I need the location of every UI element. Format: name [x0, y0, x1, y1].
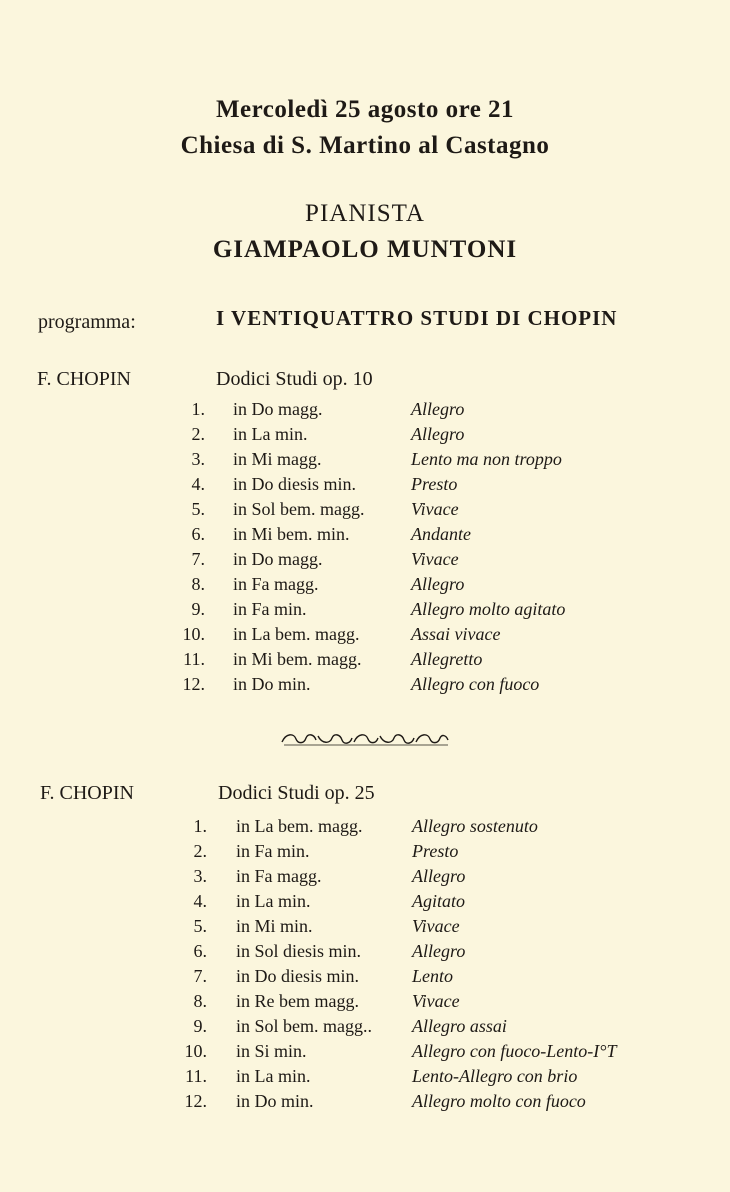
etude-tempo: Allegro con fuoco-Lento-I°T [412, 1041, 617, 1061]
etude-tempo: Allegro [411, 399, 465, 419]
etude-tempo: Presto [412, 841, 459, 861]
etude-row [0, 816, 730, 841]
etude-row [0, 624, 730, 649]
etude-key: in Re bem magg. [236, 991, 359, 1011]
etude-number: 9. [191, 599, 205, 619]
etude-row [0, 649, 730, 674]
etude-key: in Do diesis min. [236, 966, 360, 986]
flourish-icon [280, 730, 450, 748]
event-venue: Chiesa di S. Martino al Castagno [180, 132, 550, 159]
etude-row [0, 1016, 730, 1041]
etude-tempo: Allegretto [411, 649, 483, 669]
etude-row [0, 991, 730, 1016]
etude-tempo: Vivace [412, 991, 460, 1011]
etude-key: in Do diesis min. [233, 474, 357, 494]
etude-number: 10. [184, 1041, 207, 1061]
work-title: Dodici Studi op. 10 [216, 368, 373, 390]
etude-tempo: Assai vivace [411, 624, 501, 644]
etude-row [0, 916, 730, 941]
etude-number: 12. [184, 1091, 207, 1111]
etude-number: 7. [193, 966, 207, 986]
etude-tempo: Vivace [412, 916, 460, 936]
etude-number: 6. [191, 524, 205, 544]
etude-key: in La min. [236, 1066, 311, 1086]
etude-number: 1. [193, 816, 207, 836]
etude-key: in Mi min. [236, 916, 313, 936]
etude-list [0, 399, 730, 699]
etude-key: in Fa magg. [233, 574, 319, 594]
etude-key: in La min. [233, 424, 308, 444]
etude-number: 4. [191, 474, 205, 494]
etude-row [0, 1041, 730, 1066]
performer-name: GIAMPAOLO MUNTONI [212, 236, 518, 263]
work-title: Dodici Studi op. 25 [218, 782, 375, 804]
etude-number: 3. [193, 866, 207, 886]
performer-role: PIANISTA [305, 200, 425, 227]
etude-tempo: Lento [412, 966, 454, 986]
etude-key: in Fa magg. [236, 866, 322, 886]
etude-row [0, 599, 730, 624]
etude-row [0, 1091, 730, 1116]
etude-number: 2. [193, 841, 207, 861]
etude-row [0, 424, 730, 449]
etude-row [0, 449, 730, 474]
etude-number: 10. [182, 624, 205, 644]
etude-key: in Sol diesis min. [236, 941, 362, 961]
etude-tempo: Allegro sostenuto [412, 816, 538, 836]
etude-row [0, 399, 730, 424]
etude-key: in La min. [236, 891, 311, 911]
etude-row [0, 474, 730, 499]
program-title: I VENTIQUATTRO STUDI DI CHOPIN [216, 306, 618, 330]
etude-key: in Do min. [236, 1091, 314, 1111]
etude-row [0, 891, 730, 916]
etude-number: 7. [191, 549, 205, 569]
etude-tempo: Vivace [411, 499, 459, 519]
etude-number: 6. [193, 941, 207, 961]
event-date-time: Mercoledì 25 agosto ore 21 [215, 96, 515, 123]
etude-number: 3. [191, 449, 205, 469]
etude-number: 4. [193, 891, 207, 911]
etude-number: 11. [183, 649, 205, 669]
etude-tempo: Allegro [411, 574, 465, 594]
etude-key: in Do magg. [233, 549, 323, 569]
etude-tempo: Andante [411, 524, 471, 544]
etude-tempo: Allegro con fuoco [411, 674, 540, 694]
etude-key: in Mi bem. min. [233, 524, 350, 544]
composer-name: F. CHOPIN [37, 368, 131, 390]
etude-tempo: Lento-Allegro con brio [412, 1066, 578, 1086]
etude-tempo: Allegro [412, 866, 466, 886]
etude-number: 8. [191, 574, 205, 594]
etude-row [0, 1066, 730, 1091]
etude-key: in Sol bem. magg.. [236, 1016, 372, 1036]
ornament-divider [0, 730, 730, 753]
etude-number: 5. [193, 916, 207, 936]
etude-tempo: Vivace [411, 549, 459, 569]
etude-row [0, 966, 730, 991]
etude-key: in Sol bem. magg. [233, 499, 365, 519]
etude-key: in Fa min. [236, 841, 310, 861]
etude-number: 11. [185, 1066, 207, 1086]
etude-tempo: Allegro [412, 941, 466, 961]
etude-key: in La bem. magg. [236, 816, 363, 836]
etude-row [0, 574, 730, 599]
etude-key: in Mi magg. [233, 449, 322, 469]
program-label: programma: [38, 311, 136, 333]
etude-tempo: Presto [411, 474, 458, 494]
composer-name: F. CHOPIN [40, 782, 134, 804]
etude-number: 12. [182, 674, 205, 694]
etude-number: 1. [191, 399, 205, 419]
etude-row [0, 524, 730, 549]
etude-key: in La bem. magg. [233, 624, 360, 644]
etude-key: in Do magg. [233, 399, 323, 419]
etude-number: 9. [193, 1016, 207, 1036]
etude-row [0, 499, 730, 524]
etude-tempo: Allegro molto con fuoco [412, 1091, 586, 1111]
etude-row [0, 674, 730, 699]
etude-number: 5. [191, 499, 205, 519]
etude-key: in Mi bem. magg. [233, 649, 362, 669]
etude-tempo: Allegro assai [412, 1016, 507, 1036]
etude-tempo: Lento ma non troppo [411, 449, 562, 469]
etude-key: in Do min. [233, 674, 311, 694]
etude-key: in Si min. [236, 1041, 307, 1061]
etude-row [0, 841, 730, 866]
etude-number: 8. [193, 991, 207, 1011]
etude-row [0, 941, 730, 966]
etude-key: in Fa min. [233, 599, 307, 619]
etude-tempo: Allegro molto agitato [411, 599, 566, 619]
etude-number: 2. [191, 424, 205, 444]
etude-list [0, 816, 730, 1116]
etude-row [0, 866, 730, 891]
etude-tempo: Allegro [411, 424, 465, 444]
etude-row [0, 549, 730, 574]
etude-tempo: Agitato [412, 891, 465, 911]
